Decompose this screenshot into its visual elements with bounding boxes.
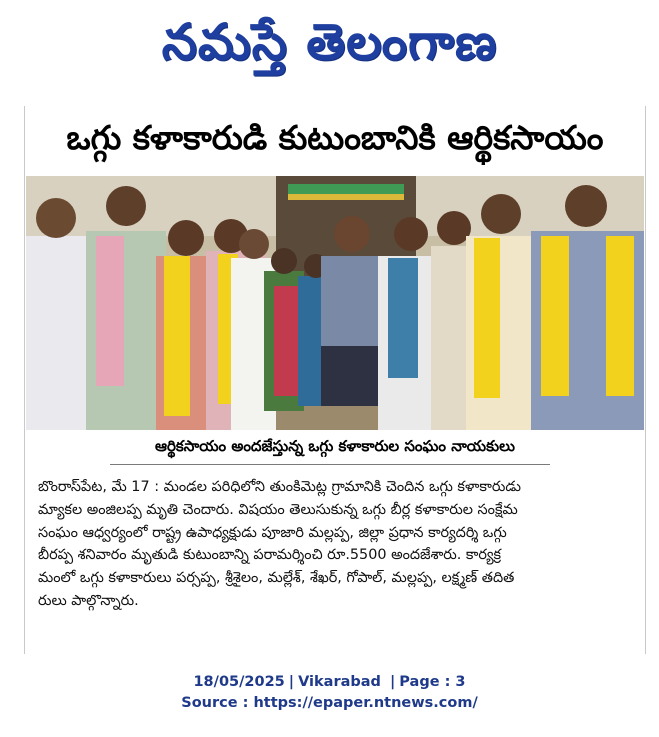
caption-divider [110, 464, 550, 465]
article-headline: ఒగ్గు కళాకారుడి కుటుంబానికి ఆర్థికసాయం [66, 117, 604, 157]
article-body [38, 476, 642, 613]
article-body-line: మంలో ఒగ్గు కళాకారులు పర్సప్ప, శ్రీశైలం, మల్లేశ్‌, శేఖర్‌, గోపాల్‌, మల్లప్ప, లక్ష్మణ్‌ తదిత [38, 570, 515, 587]
edition-page: Page : 3 [399, 674, 466, 690]
newspaper-logo: నమస్తే తెలంగాణ [161, 13, 498, 71]
article-photo [26, 176, 644, 430]
masthead [0, 0, 659, 84]
edition-name: Vikarabad [298, 674, 381, 690]
edition-info: 18/05/2025 | Vikarabad | Page : 3 [193, 674, 466, 690]
article-body-line: బొంరాస్‌పేట, మే 17 : మండల పరిధిలోని తుంకిమెట్ల గ్రామానికి చెందిన ఒగ్గు కళాకారుడు [38, 479, 522, 495]
photo-caption: ఆర్థికసాయం అందజేస్తున్న ఒగ్గు కళాకారుల సంఘం నాయకులు [155, 437, 515, 455]
article-body-line: సంఘం ఆధ్వర్యంలో రాష్ట్ర ఉపాధ్యక్షుడు పూజారి మల్లప్ప, జిల్లా ప్రధాన కార్యదర్శి ఒగ్గు [38, 524, 507, 541]
edition-date: 18/05/2025 [193, 674, 285, 690]
source-link[interactable]: Source : https://epaper.ntnews.com/ [181, 695, 478, 711]
article-body-line: రులు పాల్గొన్నారు. [38, 592, 139, 609]
article-body-line: మ్యాకల అంజిలప్ప మృతి చెందారు. విషయం తెలుసుకున్న ఒగ్గు బీర్ల కళాకారుల సంక్షేమ [38, 501, 518, 518]
article-body-line: బీరప్ప శనివారం మృతుడి కుటుంబాన్ని పరామర్శించి రూ.5500 అందజేశారు. కార్యక్ర [38, 547, 502, 564]
clipping-footer [0, 672, 659, 714]
group-photo-illustration [26, 176, 644, 430]
